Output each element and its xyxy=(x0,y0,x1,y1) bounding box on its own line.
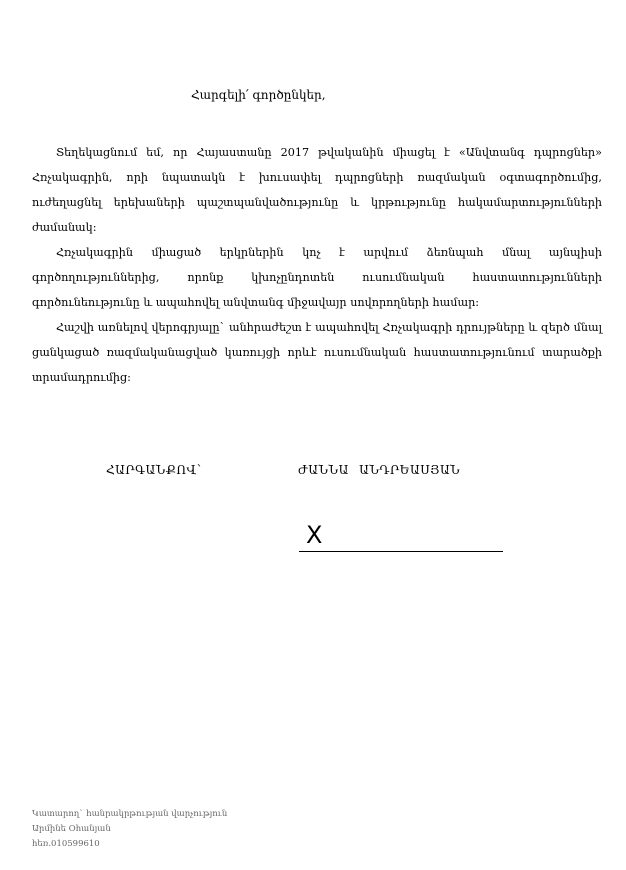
greeting: Հարգելի՛ գործընկեր, xyxy=(191,88,326,102)
paragraph-2: Հռչակագրին միացած երկրներին կոչ է արվում ձեռնպահ մնալ այնպիսի գործողություններից, որոնք կխոչընդոտեն ուսումնական հաստատությունների գործունեությունը և ապահովել անվտանգ միջավայր սովորողների համար: xyxy=(32,246,602,309)
paragraph-1: Տեղեկացնում եմ, որ Հայաստանը 2017 թվականին միացել է «Անվտանգ դպրոցներ» Հռչակագրին, որի նպատակն է խուսափել դպրոցների ռազմական օգտագործումից, ուժեղացնել երեխաների պաշտպանվածությունը և կրթությունը հակամարտությունների ժամանակ: xyxy=(32,146,602,234)
signer-name: ԺԱՆՆԱ ԱՆԴՐԵԱՍՅԱՆ xyxy=(298,463,461,477)
signature-mark: X xyxy=(306,521,323,549)
footer-contact xyxy=(32,807,227,852)
signature-label: ՀԱՐԳԱՆՔՈՎ՝ xyxy=(106,463,202,477)
footer-executor: Կատարող` հանրակրթության վարչություն xyxy=(32,809,228,819)
footer-phone: հեռ.010599610 xyxy=(32,839,100,849)
paragraph-3: Հաշվի առնելով վերոգրյալը` անհրաժեշտ է ապահովել Հռչակագրի դրույթները և զերծ մնալ ցանկացած ռազմականացված կառույցի որևէ ուսումնական հաստատությունում տարածքի տրամադրումից: xyxy=(32,321,602,384)
letter-body xyxy=(32,140,602,390)
footer-person: Արմինե Օհանյան xyxy=(32,824,111,834)
signature-line xyxy=(299,551,503,552)
